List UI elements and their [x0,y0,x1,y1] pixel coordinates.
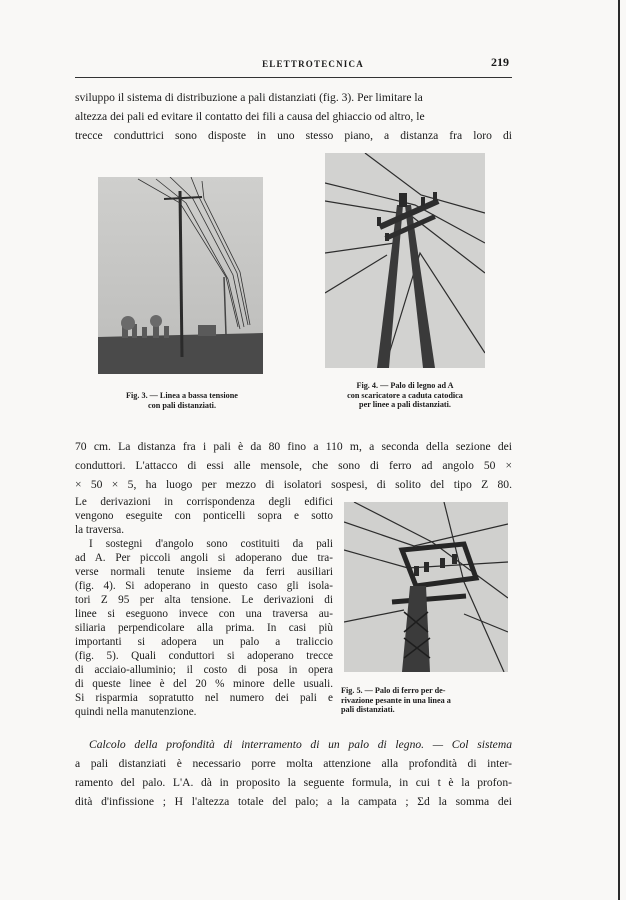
figure-3-caption [92,391,272,410]
caption-line: con scaricatore a caduta catodica [347,390,463,400]
figure-4-photo [325,153,485,368]
figure-5-caption [341,686,513,715]
intro-paragraph [75,89,512,146]
figure-5-photo [344,502,508,672]
text-line: tori Z 95 per alta tensione. Le derivazioni di [75,594,333,606]
supports-paragraph [75,495,333,719]
text-line: × 50 × 5, ha luogo per mezzo di isolatori sospesi, di solito del tipo Z 80. [75,477,512,491]
text-line: dità d'infissione ; H l'altezza totale del palo; a la campata ; Σd la somma dei [75,794,512,808]
text-line: (fig. 4). Si adoperano in questo caso gli isola- [75,580,333,592]
running-title: ELETTROTECNICA [262,59,364,69]
text-line: di queste linee è del 20 % minore delle usuali. [75,678,333,690]
text-line: linee si eseguono invece con una traversa au- [75,608,333,620]
text-line: importanti si adopera un palo a traliccio [75,636,333,648]
text-line: sviluppo il sistema di distribuzione a pali distanziati (fig. 3). Per limitare la [75,91,423,104]
text-line: Calcolo della profondità di interramento di un palo di legno. — Col sistema [89,738,512,751]
page-number: 219 [491,55,509,69]
header-rule [75,77,512,78]
text-line: trecce conduttrici sono disposte in uno stesso piano, a distanza fra loro di [75,128,512,142]
text-line: Si risparmia sopratutto nel numero dei pali e [75,692,333,704]
page-edge [618,0,620,900]
text-line: quindi nella manutenzione. [75,706,197,718]
text-line: (fig. 5). Quali conduttori si adoperano trecce [75,650,333,662]
caption-line: con pali distanziati. [147,400,216,410]
caption-line: Fig. 5. — Palo di ferro per de- [341,686,446,695]
text-line: a pali distanziati è necessario porre molta attenzione alla profondità di inter- [75,756,512,770]
figure-3-photo [98,177,263,374]
text-line: I sostegni d'angolo sono costituiti da pali [89,538,333,550]
text-line: la traversa. [75,524,125,536]
caption-line: pali distanziati. [341,705,395,715]
caption-line: per linee a pali distanziati. [359,400,451,410]
text-line: 70 cm. La distanza fra i pali è da 80 fino a 110 m, a seconda della sezione dei [75,440,512,453]
calculation-paragraph [75,736,512,812]
figure-4-caption [320,381,490,410]
text-line: verse normali tenute insieme da ferri ausiliari [75,566,333,578]
text-line: Le derivazioni in corrispondenza degli edifici [75,496,333,508]
caption-line: rivazione pesante in una linea a [341,695,451,705]
text-line: di acciaio-alluminio; il costo di posa in opera [75,664,333,676]
text-line: ad A. Per piccoli angoli si adoperano due tra- [75,552,333,564]
caption-line: Fig. 3. — Linea a bassa tensione [126,391,238,400]
text-line: conduttori. L'attacco di essi alle mensole, che sono di ferro ad angolo 50 × [75,458,512,472]
caption-line: Fig. 4. — Palo di legno ad A [356,381,454,390]
text-line: siliaria perpendicolare alla prima. In casi più [75,622,333,634]
text-line: ramento del palo. L'A. dà in proposito la seguente formula, in cui t è la profon- [75,775,512,789]
text-line: altezza dei pali ed evitare il contatto dei fili a causa del ghiaccio od altro, le [75,109,425,123]
text-line: vengono eseguite con ponticelli sopra e sotto [75,510,333,522]
conductors-paragraph [75,438,512,495]
